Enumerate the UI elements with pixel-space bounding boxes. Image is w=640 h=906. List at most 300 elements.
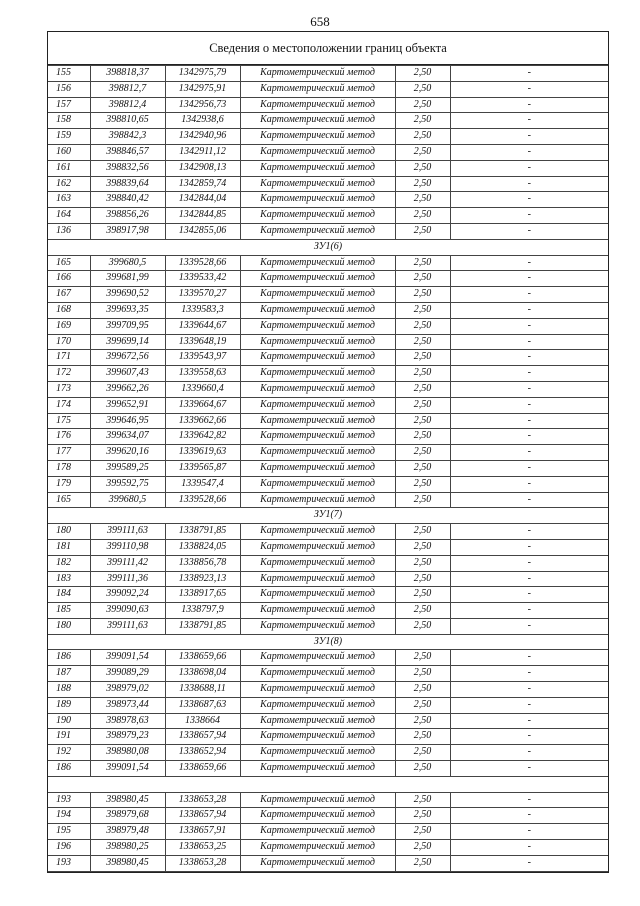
table-row	[48, 223, 608, 239]
method-cell: Картометрический метод	[240, 192, 395, 208]
y-coordinate-cell: 1338698,04	[165, 666, 240, 682]
table-row	[48, 255, 608, 271]
precision-cell: 2,50	[395, 460, 450, 476]
point-number-cell: 187	[48, 666, 90, 682]
point-number-cell: 181	[48, 539, 90, 555]
y-coordinate-cell: 1338791,85	[165, 618, 240, 634]
x-coordinate-cell: 399672,56	[90, 350, 165, 366]
section-label: ЗУ1(8)	[48, 634, 608, 650]
point-number-cell: 186	[48, 761, 90, 777]
table-row	[48, 650, 608, 666]
method-cell: Картометрический метод	[240, 792, 395, 808]
table-row	[48, 81, 608, 97]
description-cell: -	[450, 792, 608, 808]
table-row	[48, 682, 608, 698]
point-number-cell: 157	[48, 97, 90, 113]
description-cell: -	[450, 113, 608, 129]
x-coordinate-cell: 399607,43	[90, 366, 165, 382]
point-number-cell: 194	[48, 808, 90, 824]
method-cell: Картометрический метод	[240, 160, 395, 176]
table-row	[48, 792, 608, 808]
x-coordinate-cell: 398979,02	[90, 682, 165, 698]
precision-cell: 2,50	[395, 650, 450, 666]
x-coordinate-cell: 398832,56	[90, 160, 165, 176]
precision-cell: 2,50	[395, 571, 450, 587]
x-coordinate-cell: 399681,99	[90, 271, 165, 287]
y-coordinate-cell: 1338652,94	[165, 745, 240, 761]
x-coordinate-cell: 399091,54	[90, 761, 165, 777]
x-coordinate-cell: 399693,35	[90, 302, 165, 318]
section-header-row	[48, 508, 608, 524]
y-coordinate-cell: 1339533,42	[165, 271, 240, 287]
precision-cell: 2,50	[395, 429, 450, 445]
point-number-cell: 184	[48, 587, 90, 603]
x-coordinate-cell: 399111,63	[90, 618, 165, 634]
point-number-cell: 175	[48, 413, 90, 429]
point-number-cell: 161	[48, 160, 90, 176]
description-cell: -	[450, 208, 608, 224]
y-coordinate-cell: 1338653,25	[165, 840, 240, 856]
precision-cell: 2,50	[395, 603, 450, 619]
method-cell: Картометрический метод	[240, 176, 395, 192]
description-cell: -	[450, 287, 608, 303]
method-cell: Картометрический метод	[240, 113, 395, 129]
point-number-cell: 167	[48, 287, 90, 303]
method-cell: Картометрический метод	[240, 618, 395, 634]
precision-cell: 2,50	[395, 445, 450, 461]
table-row	[48, 208, 608, 224]
x-coordinate-cell: 398842,3	[90, 129, 165, 145]
point-number-cell: 159	[48, 129, 90, 145]
point-number-cell: 196	[48, 840, 90, 856]
table-row	[48, 287, 608, 303]
point-number-cell: 169	[48, 318, 90, 334]
description-cell: -	[450, 666, 608, 682]
section-label: ЗУ1(6)	[48, 239, 608, 255]
method-cell: Картометрический метод	[240, 492, 395, 508]
precision-cell: 2,50	[395, 176, 450, 192]
y-coordinate-cell: 1339543,97	[165, 350, 240, 366]
method-cell: Картометрический метод	[240, 271, 395, 287]
table-row	[48, 129, 608, 145]
point-number-cell: 189	[48, 697, 90, 713]
precision-cell: 2,50	[395, 855, 450, 871]
description-cell: -	[450, 350, 608, 366]
method-cell: Картометрический метод	[240, 81, 395, 97]
table-row	[48, 350, 608, 366]
table-row	[48, 555, 608, 571]
precision-cell: 2,50	[395, 381, 450, 397]
y-coordinate-cell: 1342975,79	[165, 66, 240, 82]
method-cell: Картометрический метод	[240, 745, 395, 761]
table-row	[48, 587, 608, 603]
table-row	[48, 445, 608, 461]
x-coordinate-cell: 399090,63	[90, 603, 165, 619]
point-number-cell: 180	[48, 618, 90, 634]
table-row	[48, 271, 608, 287]
y-coordinate-cell: 1339660,4	[165, 381, 240, 397]
point-number-cell: 170	[48, 334, 90, 350]
point-number-cell: 191	[48, 729, 90, 745]
table-row	[48, 808, 608, 824]
table-row	[48, 192, 608, 208]
y-coordinate-cell: 1338824,05	[165, 539, 240, 555]
y-coordinate-cell: 1338797,9	[165, 603, 240, 619]
precision-cell: 2,50	[395, 745, 450, 761]
point-number-cell: 173	[48, 381, 90, 397]
precision-cell: 2,50	[395, 524, 450, 540]
x-coordinate-cell: 398980,45	[90, 792, 165, 808]
section-label: ЗУ1(7)	[48, 508, 608, 524]
x-coordinate-cell: 399680,5	[90, 492, 165, 508]
table-row	[48, 666, 608, 682]
precision-cell: 2,50	[395, 350, 450, 366]
coordinates-table-body	[48, 66, 608, 872]
y-coordinate-cell: 1338917,65	[165, 587, 240, 603]
x-coordinate-cell: 399646,95	[90, 413, 165, 429]
precision-cell: 2,50	[395, 318, 450, 334]
section-label	[48, 776, 608, 792]
method-cell: Картометрический метод	[240, 381, 395, 397]
point-number-cell: 171	[48, 350, 90, 366]
table-row	[48, 318, 608, 334]
x-coordinate-cell: 398818,37	[90, 66, 165, 82]
point-number-cell: 192	[48, 745, 90, 761]
y-coordinate-cell: 1342844,04	[165, 192, 240, 208]
point-number-cell: 162	[48, 176, 90, 192]
y-coordinate-cell: 1339558,63	[165, 366, 240, 382]
point-number-cell: 172	[48, 366, 90, 382]
method-cell: Картометрический метод	[240, 287, 395, 303]
x-coordinate-cell: 398980,45	[90, 855, 165, 871]
x-coordinate-cell: 399690,52	[90, 287, 165, 303]
y-coordinate-cell: 1339547,4	[165, 476, 240, 492]
precision-cell: 2,50	[395, 697, 450, 713]
y-coordinate-cell: 1339642,82	[165, 429, 240, 445]
description-cell: -	[450, 618, 608, 634]
y-coordinate-cell: 1339583,3	[165, 302, 240, 318]
table-row	[48, 618, 608, 634]
precision-cell: 2,50	[395, 287, 450, 303]
table-row	[48, 697, 608, 713]
description-cell: -	[450, 192, 608, 208]
description-cell: -	[450, 381, 608, 397]
precision-cell: 2,50	[395, 539, 450, 555]
x-coordinate-cell: 398810,65	[90, 113, 165, 129]
table-row	[48, 539, 608, 555]
point-number-cell: 185	[48, 603, 90, 619]
precision-cell: 2,50	[395, 192, 450, 208]
description-cell: -	[450, 539, 608, 555]
point-number-cell: 179	[48, 476, 90, 492]
precision-cell: 2,50	[395, 223, 450, 239]
table-row	[48, 713, 608, 729]
table-row	[48, 397, 608, 413]
precision-cell: 2,50	[395, 302, 450, 318]
method-cell: Картометрический метод	[240, 729, 395, 745]
description-cell: -	[450, 808, 608, 824]
description-cell: -	[450, 413, 608, 429]
y-coordinate-cell: 1338923,13	[165, 571, 240, 587]
x-coordinate-cell: 398812,7	[90, 81, 165, 97]
table-row	[48, 113, 608, 129]
page-number: 658	[310, 14, 330, 29]
method-cell: Картометрический метод	[240, 429, 395, 445]
point-number-cell: 158	[48, 113, 90, 129]
x-coordinate-cell: 399620,16	[90, 445, 165, 461]
x-coordinate-cell: 399699,14	[90, 334, 165, 350]
precision-cell: 2,50	[395, 618, 450, 634]
method-cell: Картометрический метод	[240, 571, 395, 587]
section-header-row	[48, 634, 608, 650]
x-coordinate-cell: 399680,5	[90, 255, 165, 271]
description-cell: -	[450, 713, 608, 729]
precision-cell: 2,50	[395, 792, 450, 808]
x-coordinate-cell: 398978,63	[90, 713, 165, 729]
y-coordinate-cell: 1342911,12	[165, 144, 240, 160]
description-cell: -	[450, 66, 608, 82]
method-cell: Картометрический метод	[240, 144, 395, 160]
y-coordinate-cell: 1339570,27	[165, 287, 240, 303]
description-cell: -	[450, 445, 608, 461]
table-row	[48, 160, 608, 176]
description-cell: -	[450, 160, 608, 176]
description-cell: -	[450, 555, 608, 571]
precision-cell: 2,50	[395, 129, 450, 145]
x-coordinate-cell: 398856,26	[90, 208, 165, 224]
description-cell: -	[450, 429, 608, 445]
description-cell: -	[450, 650, 608, 666]
y-coordinate-cell: 1339648,19	[165, 334, 240, 350]
method-cell: Картометрический метод	[240, 713, 395, 729]
method-cell: Картометрический метод	[240, 302, 395, 318]
x-coordinate-cell: 398973,44	[90, 697, 165, 713]
description-cell: -	[450, 366, 608, 382]
point-number-cell: 178	[48, 460, 90, 476]
precision-cell: 2,50	[395, 824, 450, 840]
point-number-cell: 160	[48, 144, 90, 160]
method-cell: Картометрический метод	[240, 524, 395, 540]
table-row	[48, 476, 608, 492]
y-coordinate-cell: 1339644,67	[165, 318, 240, 334]
point-number-cell: 156	[48, 81, 90, 97]
x-coordinate-cell: 399589,25	[90, 460, 165, 476]
table-row	[48, 176, 608, 192]
point-number-cell: 183	[48, 571, 90, 587]
point-number-cell: 165	[48, 492, 90, 508]
description-cell: -	[450, 603, 608, 619]
table-row	[48, 429, 608, 445]
y-coordinate-cell: 1342975,91	[165, 81, 240, 97]
precision-cell: 2,50	[395, 113, 450, 129]
table-row	[48, 460, 608, 476]
point-number-cell: 176	[48, 429, 90, 445]
x-coordinate-cell: 399089,29	[90, 666, 165, 682]
precision-cell: 2,50	[395, 255, 450, 271]
table-row	[48, 824, 608, 840]
description-cell: -	[450, 223, 608, 239]
y-coordinate-cell: 1339662,66	[165, 413, 240, 429]
description-cell: -	[450, 697, 608, 713]
precision-cell: 2,50	[395, 555, 450, 571]
method-cell: Картометрический метод	[240, 129, 395, 145]
y-coordinate-cell: 1338653,28	[165, 792, 240, 808]
table-row	[48, 302, 608, 318]
x-coordinate-cell: 399111,63	[90, 524, 165, 540]
y-coordinate-cell: 1342938,6	[165, 113, 240, 129]
section-header-row	[48, 239, 608, 255]
y-coordinate-cell: 1342859,74	[165, 176, 240, 192]
precision-cell: 2,50	[395, 682, 450, 698]
method-cell: Картометрический метод	[240, 840, 395, 856]
description-cell: -	[450, 129, 608, 145]
description-cell: -	[450, 460, 608, 476]
y-coordinate-cell: 1339565,87	[165, 460, 240, 476]
y-coordinate-cell: 1342855,06	[165, 223, 240, 239]
description-cell: -	[450, 397, 608, 413]
method-cell: Картометрический метод	[240, 666, 395, 682]
description-cell: -	[450, 587, 608, 603]
section-header-row	[48, 776, 608, 792]
method-cell: Картометрический метод	[240, 350, 395, 366]
method-cell: Картометрический метод	[240, 587, 395, 603]
x-coordinate-cell: 399110,98	[90, 539, 165, 555]
precision-cell: 2,50	[395, 334, 450, 350]
y-coordinate-cell: 1342940,96	[165, 129, 240, 145]
table-row	[48, 729, 608, 745]
point-number-cell: 180	[48, 524, 90, 540]
point-number-cell: 155	[48, 66, 90, 82]
precision-cell: 2,50	[395, 413, 450, 429]
table-row	[48, 97, 608, 113]
method-cell: Картометрический метод	[240, 460, 395, 476]
description-cell: -	[450, 840, 608, 856]
table-title: Сведения о местоположении границ объекта	[48, 32, 608, 65]
x-coordinate-cell: 398839,64	[90, 176, 165, 192]
y-coordinate-cell: 1342844,85	[165, 208, 240, 224]
precision-cell: 2,50	[395, 160, 450, 176]
point-number-cell: 190	[48, 713, 90, 729]
description-cell: -	[450, 176, 608, 192]
y-coordinate-cell: 1338856,78	[165, 555, 240, 571]
point-number-cell: 193	[48, 792, 90, 808]
method-cell: Картометрический метод	[240, 476, 395, 492]
description-cell: -	[450, 745, 608, 761]
point-number-cell: 136	[48, 223, 90, 239]
point-number-cell: 188	[48, 682, 90, 698]
description-cell: -	[450, 302, 608, 318]
table-row	[48, 761, 608, 777]
description-cell: -	[450, 476, 608, 492]
y-coordinate-cell: 1338657,94	[165, 808, 240, 824]
table-row	[48, 144, 608, 160]
precision-cell: 2,50	[395, 729, 450, 745]
y-coordinate-cell: 1338688,11	[165, 682, 240, 698]
x-coordinate-cell: 399091,54	[90, 650, 165, 666]
method-cell: Картометрический метод	[240, 697, 395, 713]
method-cell: Картометрический метод	[240, 555, 395, 571]
precision-cell: 2,50	[395, 587, 450, 603]
precision-cell: 2,50	[395, 97, 450, 113]
point-number-cell: 174	[48, 397, 90, 413]
precision-cell: 2,50	[395, 397, 450, 413]
method-cell: Картометрический метод	[240, 366, 395, 382]
method-cell: Картометрический метод	[240, 539, 395, 555]
x-coordinate-cell: 398846,57	[90, 144, 165, 160]
method-cell: Картометрический метод	[240, 223, 395, 239]
y-coordinate-cell: 1342908,13	[165, 160, 240, 176]
table-row	[48, 571, 608, 587]
description-cell: -	[450, 524, 608, 540]
precision-cell: 2,50	[395, 476, 450, 492]
point-number-cell: 186	[48, 650, 90, 666]
point-number-cell: 163	[48, 192, 90, 208]
precision-cell: 2,50	[395, 81, 450, 97]
x-coordinate-cell: 398980,08	[90, 745, 165, 761]
precision-cell: 2,50	[395, 808, 450, 824]
x-coordinate-cell: 398917,98	[90, 223, 165, 239]
description-cell: -	[450, 144, 608, 160]
description-cell: -	[450, 81, 608, 97]
table-row	[48, 524, 608, 540]
x-coordinate-cell: 399092,24	[90, 587, 165, 603]
method-cell: Картометрический метод	[240, 413, 395, 429]
x-coordinate-cell: 399111,36	[90, 571, 165, 587]
precision-cell: 2,50	[395, 666, 450, 682]
y-coordinate-cell: 1338791,85	[165, 524, 240, 540]
x-coordinate-cell: 399652,91	[90, 397, 165, 413]
y-coordinate-cell: 1342956,73	[165, 97, 240, 113]
method-cell: Картометрический метод	[240, 824, 395, 840]
precision-cell: 2,50	[395, 271, 450, 287]
table-row	[48, 492, 608, 508]
description-cell: -	[450, 824, 608, 840]
method-cell: Картометрический метод	[240, 66, 395, 82]
y-coordinate-cell: 1338657,91	[165, 824, 240, 840]
x-coordinate-cell: 399662,26	[90, 381, 165, 397]
y-coordinate-cell: 1339664,67	[165, 397, 240, 413]
method-cell: Картометрический метод	[240, 761, 395, 777]
method-cell: Картометрический метод	[240, 603, 395, 619]
y-coordinate-cell: 1338653,28	[165, 855, 240, 871]
x-coordinate-cell: 398979,48	[90, 824, 165, 840]
x-coordinate-cell: 398979,68	[90, 808, 165, 824]
method-cell: Картометрический метод	[240, 808, 395, 824]
description-cell: -	[450, 97, 608, 113]
y-coordinate-cell: 1338664	[165, 713, 240, 729]
table-row	[48, 745, 608, 761]
method-cell: Картометрический метод	[240, 318, 395, 334]
table-row	[48, 366, 608, 382]
description-cell: -	[450, 571, 608, 587]
precision-cell: 2,50	[395, 208, 450, 224]
description-cell: -	[450, 855, 608, 871]
method-cell: Картометрический метод	[240, 255, 395, 271]
method-cell: Картометрический метод	[240, 855, 395, 871]
method-cell: Картометрический метод	[240, 682, 395, 698]
point-number-cell: 177	[48, 445, 90, 461]
method-cell: Картометрический метод	[240, 208, 395, 224]
description-cell: -	[450, 334, 608, 350]
y-coordinate-cell: 1339528,66	[165, 492, 240, 508]
boundary-table-sheet	[47, 31, 609, 873]
point-number-cell: 164	[48, 208, 90, 224]
table-row	[48, 413, 608, 429]
y-coordinate-cell: 1339619,63	[165, 445, 240, 461]
description-cell: -	[450, 729, 608, 745]
description-cell: -	[450, 682, 608, 698]
precision-cell: 2,50	[395, 492, 450, 508]
